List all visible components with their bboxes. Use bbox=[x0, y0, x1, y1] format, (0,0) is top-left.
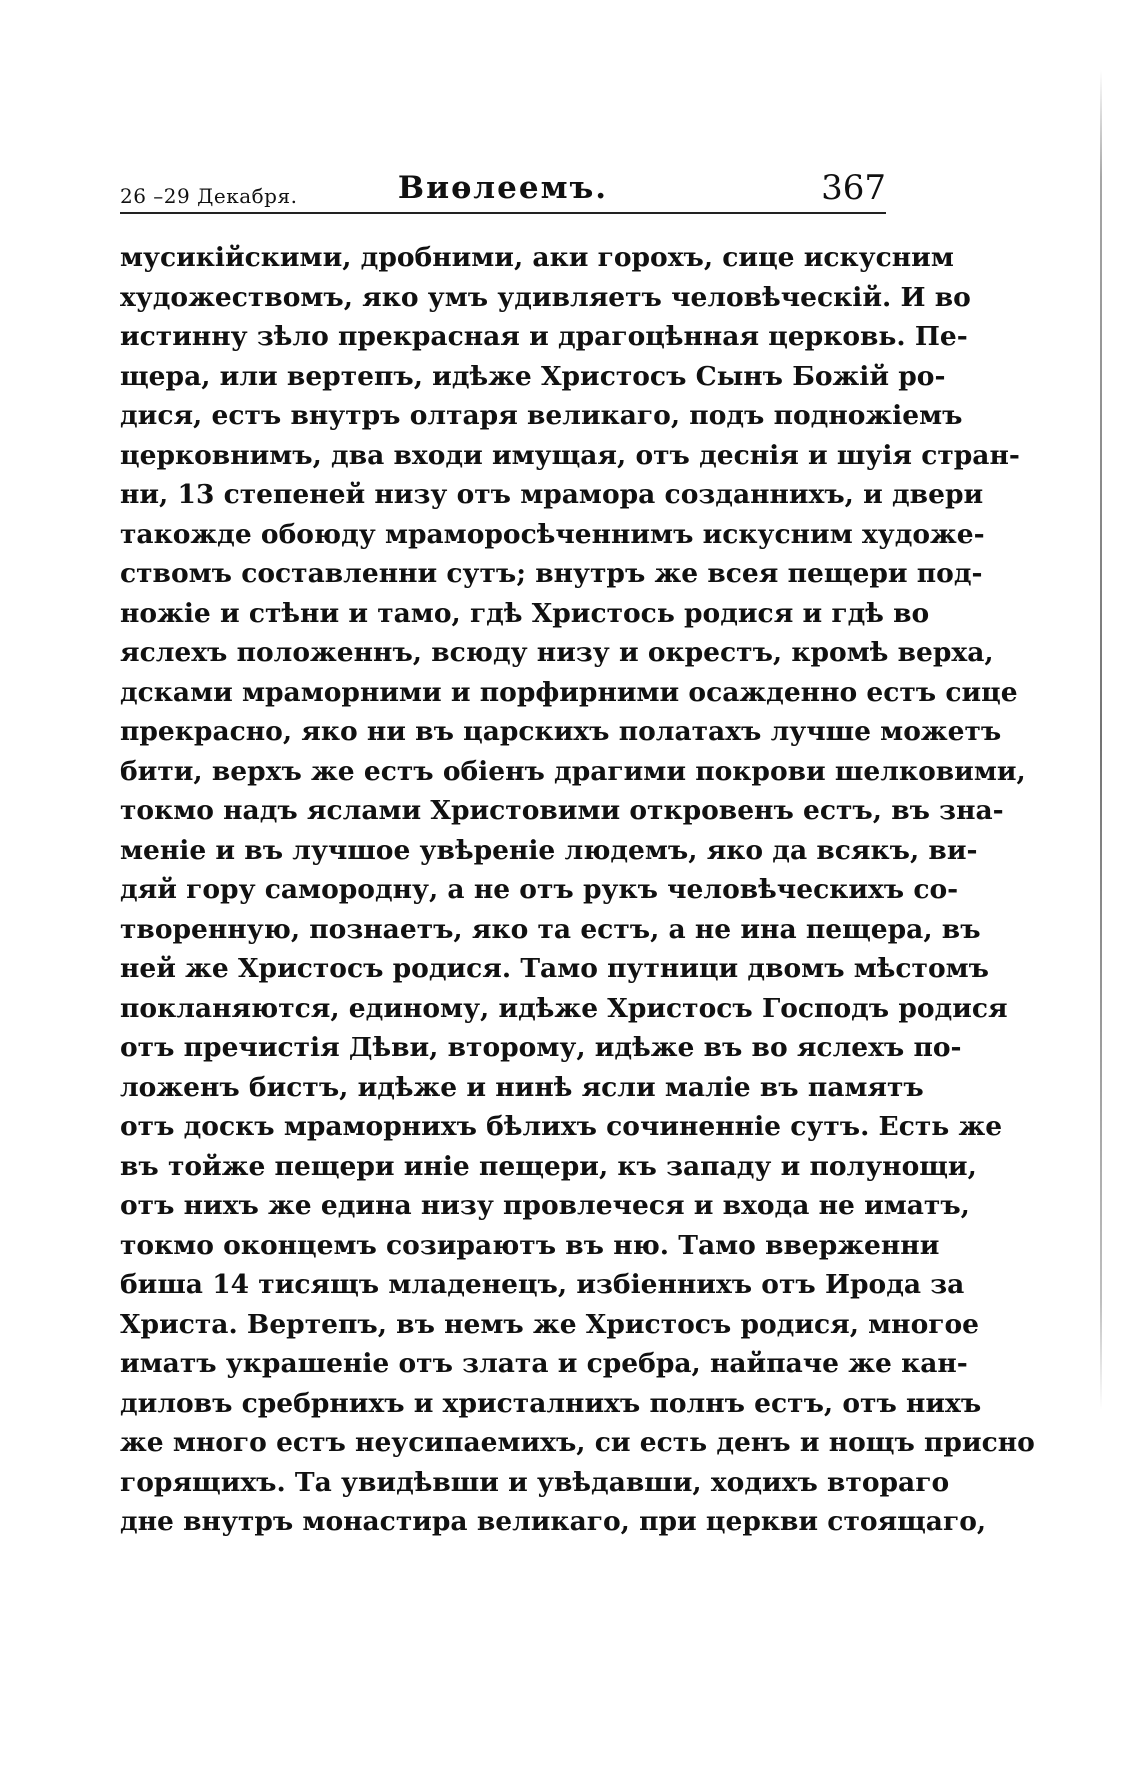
text-line: отъ пречистія Дѣви, второму, идѣже въ во яслехъ по- bbox=[120, 1032, 962, 1063]
header-title: Виѳлеемъ. bbox=[397, 170, 609, 206]
text-line: ни, 13 степеней низу отъ мрамора созданнихъ, и двери bbox=[120, 479, 984, 510]
text-line: ножіе и стѣни и тамо, гдѣ Христось родися и гдѣ во bbox=[120, 597, 930, 629]
text-line: же много естъ неусипаемихъ, си есть денъ и нощъ присно bbox=[120, 1427, 1035, 1458]
text-line: ней же Христосъ родися. Тамо путници двомъ мѣстомъ bbox=[120, 953, 989, 984]
text-line: мусикійскими, дробними, аки горохъ, сице искусним bbox=[120, 242, 954, 273]
text-line: биша 14 тисящъ младенецъ, избіеннихъ отъ Ирода за bbox=[120, 1269, 965, 1300]
text-line: дися, естъ внутръ олтаря великаго, подъ подножіемъ bbox=[120, 400, 963, 431]
text-line: отъ доскъ мраморнихъ бѣлихъ сочиненніе сутъ. Есть же bbox=[120, 1111, 1003, 1142]
text-line: диловъ сребрнихъ и христалнихъ полнъ естъ, отъ нихъ bbox=[120, 1387, 982, 1419]
text-line: дяй гору самородну, а не отъ рукъ человѣческихъ со- bbox=[120, 874, 959, 905]
text-line: токмо оконцемъ созираютъ въ ню. Тамо вверженни bbox=[120, 1229, 940, 1261]
text-line: такожде обоюду мраморосѣченнимъ искусним художе- bbox=[120, 518, 985, 550]
page-edge-shadow bbox=[1100, 70, 1102, 1410]
text-line: дне внутръ монастира великаго, при церкви стоящаго, bbox=[120, 1506, 987, 1537]
text-line: ствомъ составленни сутъ; внутръ же всея пещери под- bbox=[120, 558, 983, 589]
text-line: токмо надъ яслами Христовими откровенъ естъ, въ зна- bbox=[120, 795, 1004, 826]
body-text bbox=[120, 238, 1035, 1542]
text-line: бити, верхъ же естъ обіенъ драгими покрови шелковими, bbox=[120, 755, 1026, 787]
text-line: ложенъ бистъ, идѣже и нинѣ ясли маліе въ памятъ bbox=[120, 1071, 924, 1103]
text-line: творенную, познаетъ, яко та естъ, а не ина пещера, въ bbox=[120, 913, 981, 945]
page-number: 367 bbox=[821, 168, 886, 208]
text-line: Христа. Вертепъ, въ немъ же Христосъ родися, многое bbox=[120, 1308, 980, 1340]
header-date-range: 26 –29 Декабря. bbox=[120, 184, 298, 208]
text-line: иматъ украшеніе отъ злата и сребра, найпаче же кан- bbox=[120, 1348, 968, 1379]
text-line: въ тойже пещери иніе пещери, къ западу и полунощи, bbox=[120, 1150, 977, 1182]
text-line: меніе и въ лучшое увѣреніе людемъ, яко да всякъ, ви- bbox=[120, 834, 978, 866]
text-line: церковнимъ, два входи имущая, отъ деснія и шуія стран- bbox=[120, 439, 1020, 471]
text-line: яслехъ положеннъ, всюду низу и окрестъ, кромѣ верха, bbox=[120, 637, 994, 668]
text-line: художествомъ, яко умъ удивляетъ человѣческій. И во bbox=[120, 281, 971, 313]
text-line: отъ нихъ же едина низу провлечеся и входа не иматъ, bbox=[120, 1190, 970, 1221]
text-line: прекрасно, яко ни въ царскихъ полатахъ лучше можетъ bbox=[120, 716, 1002, 747]
text-line: горящихъ. Та увидѣвши и увѣдавши, ходихъ втораго bbox=[120, 1466, 950, 1498]
header-rule bbox=[120, 212, 886, 214]
text-line: щера, или вертепъ, идѣже Христосъ Сынъ Божій ро- bbox=[120, 360, 946, 392]
text-line: истинну зѣло прекрасная и драгоцѣнная церковь. Пе- bbox=[120, 321, 968, 352]
text-line: покланяются, единому, идѣже Христосъ Господъ родися bbox=[120, 992, 1008, 1024]
running-header bbox=[120, 168, 886, 210]
text-line: дсками мраморними и порфирними осажденно естъ сице bbox=[120, 676, 1018, 708]
